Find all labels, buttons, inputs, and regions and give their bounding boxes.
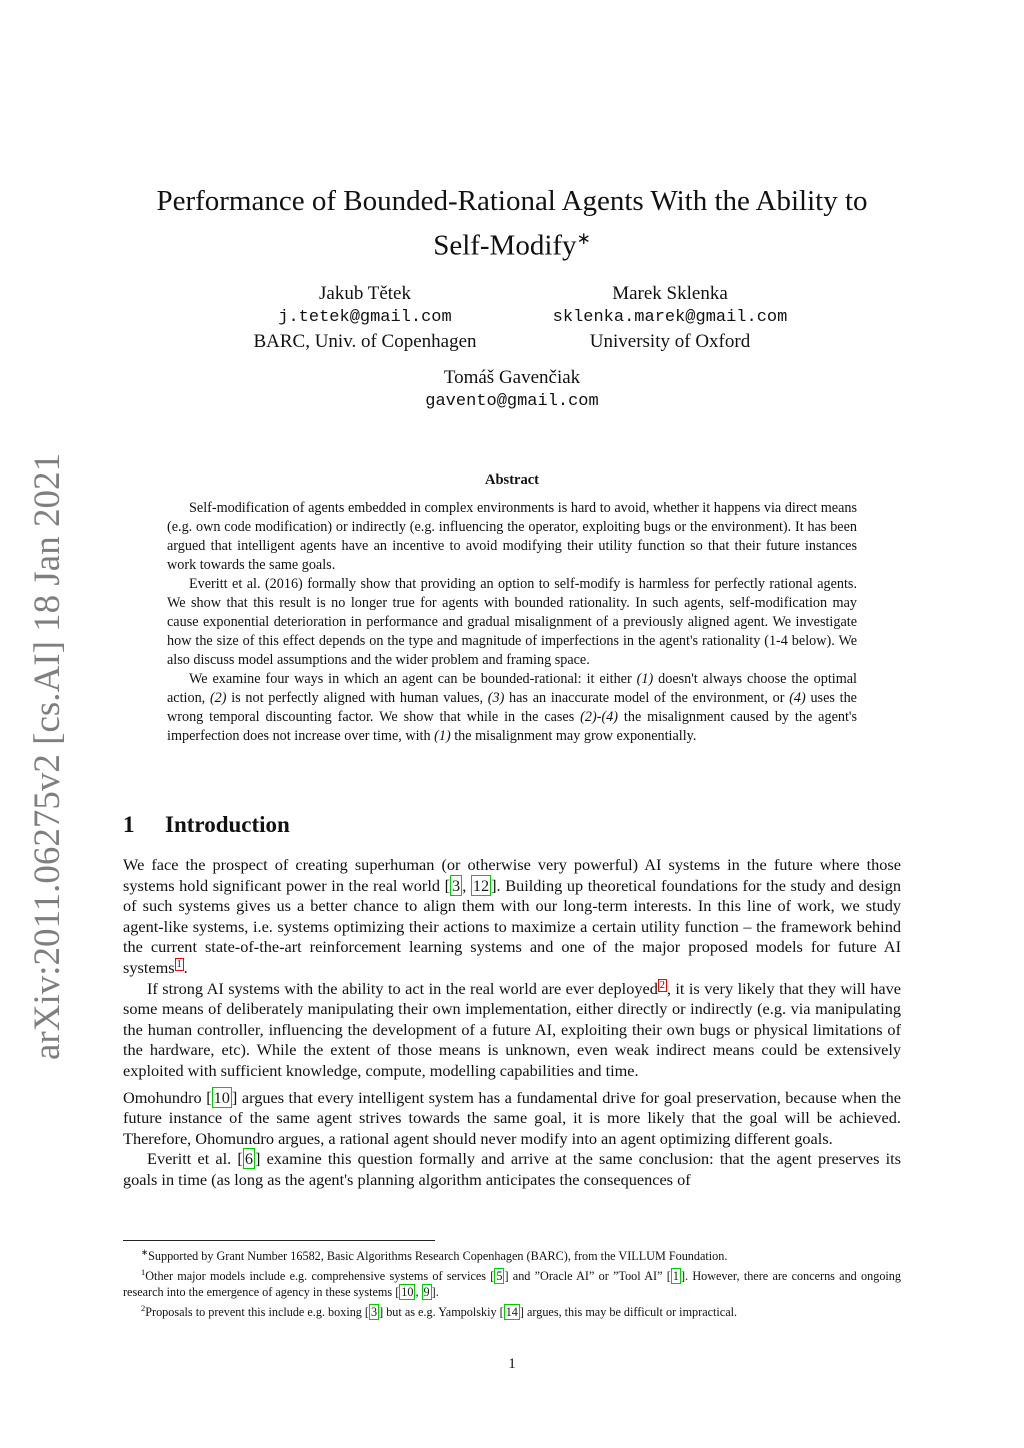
author-email[interactable]: j.tetek@gmail.com [278, 308, 452, 327]
body-paragraph: If strong AI systems with the ability to act in the real world are ever deployed $^2$ , it is very likely that they will have some means of deliberately manipulating their own implementation, either directly or indirectly (e.g. via manipulating the human controller, influencing the development of a future AI, exploiting their own bugs or physical limitations of the hardware, etc). While the extent of those means is unknown, even weak indirect means could be extensively exploited with sufficient knowledge, compute, modelling capabilities and time. [123, 978, 901, 1080]
citation-link[interactable]: 5 [496, 1269, 503, 1284]
footnotes [123, 1244, 901, 1320]
abstract [167, 499, 857, 746]
author-affiliation: University of Oxford [589, 331, 751, 352]
author-name: Jakub Tětek [319, 283, 411, 304]
introduction-body [123, 855, 901, 1191]
footnote-divider [123, 1240, 435, 1241]
citation-link[interactable]: 6 [244, 1149, 253, 1169]
section-number: 1 [123, 812, 135, 837]
author-email[interactable]: sklenka.marek@gmail.com [552, 308, 788, 327]
citation-link[interactable]: 3 [452, 875, 461, 895]
title-line-2: Self-Modify [433, 229, 577, 262]
citation-link[interactable]: 10 [401, 1285, 414, 1300]
title-line-1: Performance of Bounded-Rational Agents With the Ability to [156, 185, 868, 217]
body-paragraph: Omohundro [ 10 ] argues that every intelligent system has a fundamental drive for goal preservation, because when the future instance of the same agent strives towards the same goal, it is more likely that the goal will be achieved. Therefore, Ohomundro argues, a rational agent should never modify into an agent optimizing different goals. [123, 1087, 901, 1148]
abstract-paragraph: Everitt et al. (2016) formally show that providing an option to self-modify is harmless for perfectly rational agents. We show that this result is no longer true for agents with bounded rationality. In such agents, self-modification may cause exponential deterioration in performance and gradual misalignment of a previously aligned agent. We investigate how the size of this effect depends on the type and magnitude of imperfections in the agent's rationality (1-4 below). We also discuss model assumptions and the wider problem and framing space. [167, 576, 857, 668]
citation-link[interactable]: 12 [472, 875, 490, 895]
author-name: Marek Sklenka [612, 283, 728, 304]
citation-link[interactable]: 3 [371, 1305, 378, 1320]
citation-link[interactable]: 10 [213, 1087, 230, 1107]
footnote: $^2$Proposals to prevent this include e.g. boxing [ 3 ] but as e.g. Yampolskiy [ 14 ] argues, this may be difficult or impractical. [141, 1303, 738, 1320]
title-footnote-marker: ∗ [576, 229, 591, 248]
author-block [530, 282, 810, 354]
body-paragraph: Everitt et al. [ 6 ] examine this question formally and arrive at the same conclusion: that the agent preserves its goals in time (as long as the agent's planning algorithm anticipates the consequences of [123, 1149, 901, 1189]
footnote: ∗Supported by Grant Number 16582, Basic Algorithms Research Copenhagen (BARC), from the VILLUM Foundation. [141, 1247, 728, 1264]
section-heading [123, 810, 290, 840]
section-title: Introduction [165, 812, 290, 837]
citation-link[interactable]: 1 [672, 1269, 679, 1284]
paper-title [120, 182, 904, 265]
footnote: $^1$Other major models include e.g. comprehensive systems of services [ 5 ] and ”Oracle AI” or ”Tool AI” [ 1 ]. However, there are concerns and ongoing research into the emergence of agency in these systems [ 10 , 9 ]. [123, 1267, 901, 1300]
citation-link[interactable]: 9 [423, 1285, 430, 1300]
author-affiliation: BARC, Univ. of Copenhagen [253, 331, 477, 352]
author-block [220, 282, 510, 354]
footnote-link[interactable]: 1 [176, 958, 182, 970]
author-name: Tomáš Gavenčiak [443, 367, 581, 388]
abstract-heading: Abstract [485, 472, 539, 488]
author-email[interactable]: gavento@gmail.com [425, 392, 599, 411]
body-paragraph: We face the prospect of creating superhuman (or otherwise very powerful) AI systems in the future where those systems hold significant power in the real world [ 3 , 12 ]. Building up theoretical foundations for the study and design of such systems gives us a better chance to align them with our long-term interests. In this line of work, we study agent-like systems, i.e. systems optimizing their actions to maximize a certain utility function – the framework behind the current state-of-the-art reinforcement learning systems and one of the major proposed models for future AI systems $^1$ . [123, 855, 902, 977]
abstract-paragraph: We examine four ways in which an agent can be bounded-rational: it either (1) doesn't always choose the optimal action, (2) is not perfectly aligned with human values, (3) has an inaccurate model of the environment, or (4) uses the wrong temporal discounting factor. We show that while in the cases (2)-(4) the misalignment caused by the agent's imperfection does not increase over time, with (1) the misalignment may grow exponentially. [167, 671, 857, 744]
arxiv-identifier[interactable]: arXiv:2011.06275v2 [cs.AI] 18 Jan 2021 [27, 453, 68, 1060]
author-block [380, 366, 644, 414]
footnote-link[interactable]: 2 [659, 979, 665, 991]
abstract-paragraph: Self-modification of agents embedded in complex environments is hard to avoid, whether it happens via direct means (e.g. own code modification) or indirectly (e.g. influencing the operator, exploiting bugs or the environment). It has been argued that intelligent agents have an incentive to avoid modifying their utility function so that their future instances work towards the same goals. [167, 500, 857, 573]
citation-link[interactable]: 14 [505, 1305, 518, 1320]
page-number: 1 [508, 1356, 516, 1372]
